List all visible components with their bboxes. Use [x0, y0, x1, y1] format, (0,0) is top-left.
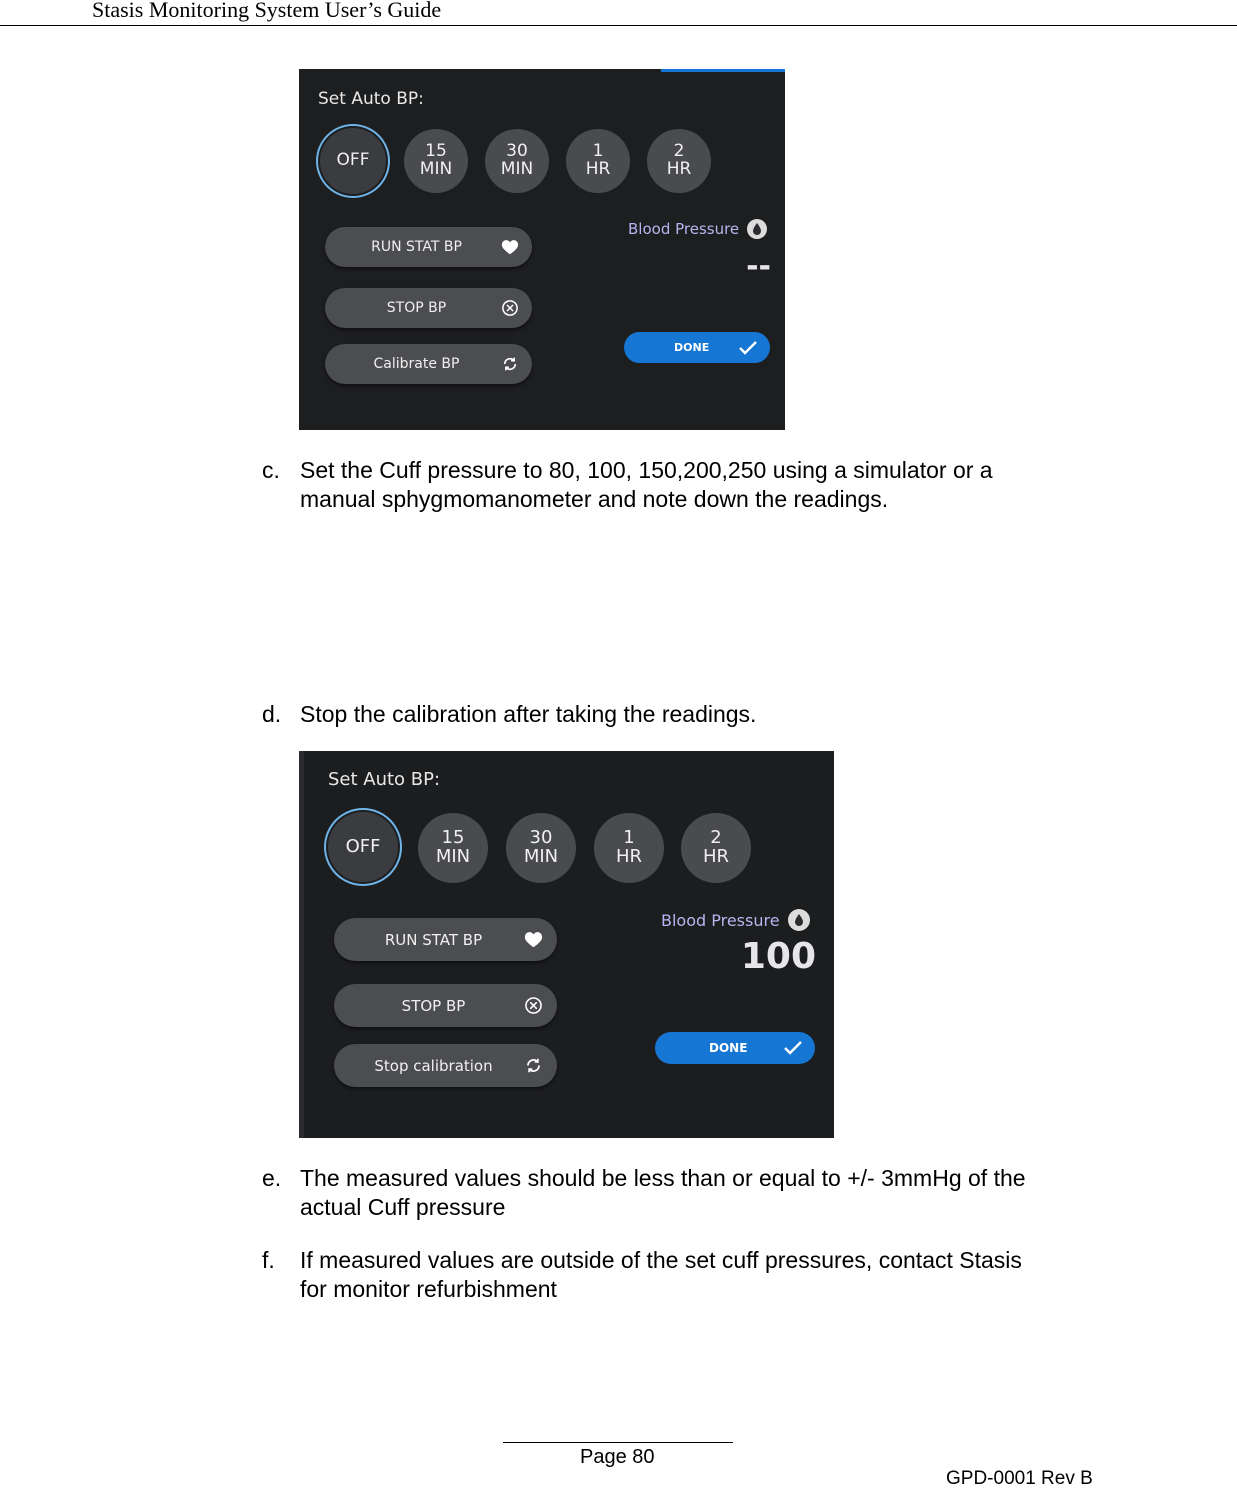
document-header-title: Stasis Monitoring System User’s Guide	[92, 0, 442, 22]
interval-2hr-button[interactable]: 2 HR	[647, 129, 711, 193]
auto-bp-screen-calibrate	[299, 69, 785, 430]
step-f-marker: f.	[262, 1247, 275, 1273]
interval-30min-button[interactable]: 30 MIN	[485, 129, 549, 193]
blood-pressure-label	[661, 909, 810, 931]
stop-calibration-label: Stop calibration	[374, 1056, 493, 1075]
step-e-line-2: actual Cuff pressure	[300, 1194, 506, 1220]
interval-2hr-button[interactable]: 2 HR	[681, 813, 751, 883]
step-d-line-1: Stop the calibration after taking the readings.	[300, 701, 757, 727]
stop-calibration-button[interactable]	[334, 1044, 557, 1087]
run-stat-bp-label: RUN STAT BP	[384, 930, 483, 949]
interval-30min-button[interactable]: 30 MIN	[506, 813, 576, 883]
done-label: DONE	[674, 341, 710, 354]
page-number: Page 80	[580, 1446, 655, 1468]
step-c-marker: c.	[262, 457, 280, 483]
top-accent-bar	[661, 69, 785, 72]
step-c-line-2: manual sphygmomanometer and note down the readings.	[300, 486, 889, 512]
set-auto-bp-title: Set Auto BP:	[328, 769, 441, 790]
interval-1hr-button[interactable]: 1 HR	[566, 129, 630, 193]
run-stat-bp-label: RUN STAT BP	[371, 239, 462, 255]
calibrate-bp-label: Calibrate BP	[373, 356, 460, 372]
step-e-line-1: The measured values should be less than or equal to +/- 3mmHg of the	[300, 1165, 1026, 1191]
header-divider	[0, 25, 1237, 26]
blood-pressure-value: --	[746, 249, 771, 284]
done-button[interactable]	[624, 332, 770, 363]
heart-icon	[488, 239, 532, 255]
checkmark-icon	[783, 1040, 803, 1056]
step-f-line-2: for monitor refurbishment	[300, 1276, 557, 1302]
left-edge	[299, 751, 304, 1138]
run-stat-bp-button[interactable]	[325, 227, 532, 267]
refresh-icon	[488, 355, 532, 373]
step-d	[262, 700, 1122, 730]
done-label: DONE	[709, 1041, 748, 1055]
blood-pressure-text: Blood Pressure	[661, 910, 780, 930]
cancel-circle-icon	[488, 299, 532, 317]
blood-pressure-value: 100	[740, 936, 816, 977]
stop-bp-button[interactable]	[334, 984, 557, 1027]
step-e	[262, 1164, 1122, 1224]
step-c	[262, 456, 1122, 516]
interval-15min-button[interactable]: 15 MIN	[404, 129, 468, 193]
auto-bp-screen-stop-calibration	[299, 751, 834, 1138]
cancel-circle-icon	[509, 996, 557, 1015]
run-stat-bp-button[interactable]	[334, 918, 557, 961]
step-e-marker: e.	[262, 1165, 282, 1191]
checkmark-icon	[738, 340, 758, 356]
step-f-line-1: If measured values are outside of the set cuff pressures, contact Stasis	[300, 1247, 1022, 1273]
interval-off-button[interactable]: OFF	[328, 812, 398, 882]
heart-icon	[509, 931, 557, 948]
refresh-icon	[509, 1056, 557, 1075]
stop-bp-label: STOP BP	[386, 300, 447, 316]
set-auto-bp-title: Set Auto BP:	[318, 89, 424, 109]
stop-bp-button[interactable]	[325, 288, 532, 328]
step-d-marker: d.	[262, 701, 282, 727]
drop-icon	[788, 909, 810, 931]
interval-15min-button[interactable]: 15 MIN	[418, 813, 488, 883]
interval-off-button[interactable]: OFF	[320, 128, 386, 194]
stop-bp-label: STOP BP	[401, 996, 466, 1015]
document-id: GPD-0001 Rev B	[946, 1468, 1093, 1489]
calibrate-bp-button[interactable]	[325, 344, 532, 384]
blood-pressure-text: Blood Pressure	[628, 220, 740, 238]
footer-divider	[503, 1442, 733, 1443]
blood-pressure-label	[628, 219, 767, 239]
drop-icon	[747, 219, 767, 239]
step-f	[262, 1246, 1122, 1306]
step-c-line-1: Set the Cuff pressure to 80, 100, 150,200,250 using a simulator or a	[300, 457, 993, 483]
done-button[interactable]	[655, 1032, 815, 1064]
interval-1hr-button[interactable]: 1 HR	[594, 813, 664, 883]
